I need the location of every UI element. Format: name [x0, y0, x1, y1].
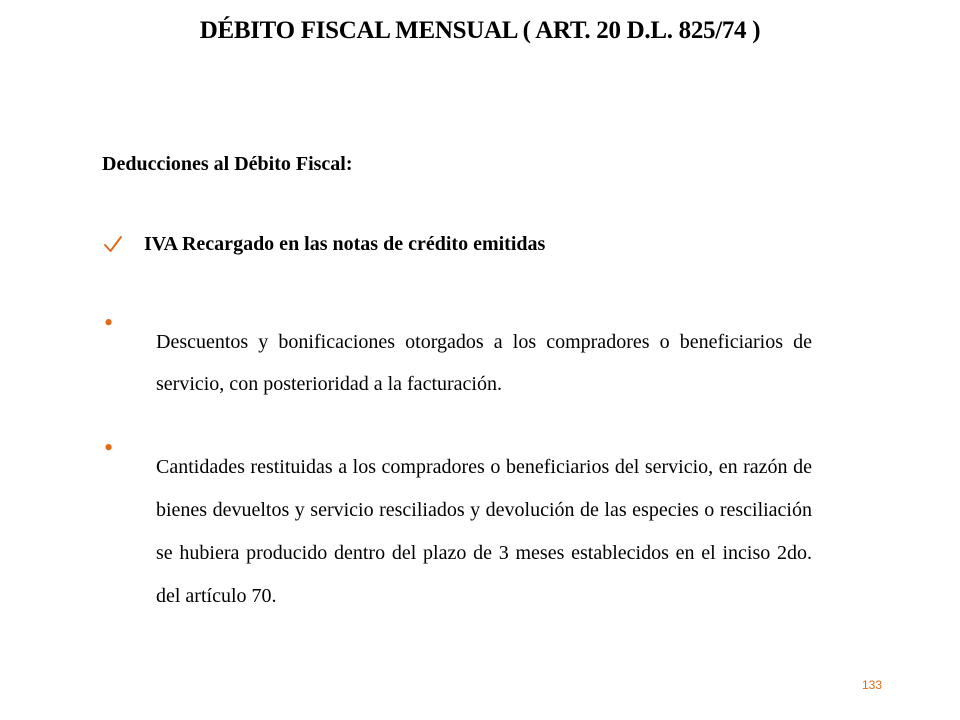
- check-list-item: [102, 230, 545, 258]
- page-number: 133: [861, 678, 883, 692]
- bullet-text: Cantidades restituidas a los compradores o beneficiarios del servicio, en razón de bienes devueltos y servicio resciliados y devolución de las especies o resciliación se hubiera producido dentro del plazo de 3 meses establecidos en el inciso 2do. del artículo 70.: [156, 456, 812, 607]
- bullet-item: [104, 433, 812, 618]
- section-heading: Deducciones al Débito Fiscal:: [102, 153, 353, 175]
- check-item-label: IVA Recargado en las notas de crédito emitidas: [144, 233, 546, 255]
- bullet-dot-icon: •: [104, 433, 114, 462]
- bullet-item: [104, 308, 812, 405]
- bullet-dot-icon: •: [104, 308, 114, 337]
- checkmark-icon: [102, 233, 124, 255]
- slide-title: DÉBITO FISCAL MENSUAL ( ART. 20 D.L. 825/74 ): [199, 17, 761, 44]
- bullet-text: Descuentos y bonificaciones otorgados a los compradores o beneficiarios de servicio, con posterioridad a la facturación.: [156, 331, 812, 395]
